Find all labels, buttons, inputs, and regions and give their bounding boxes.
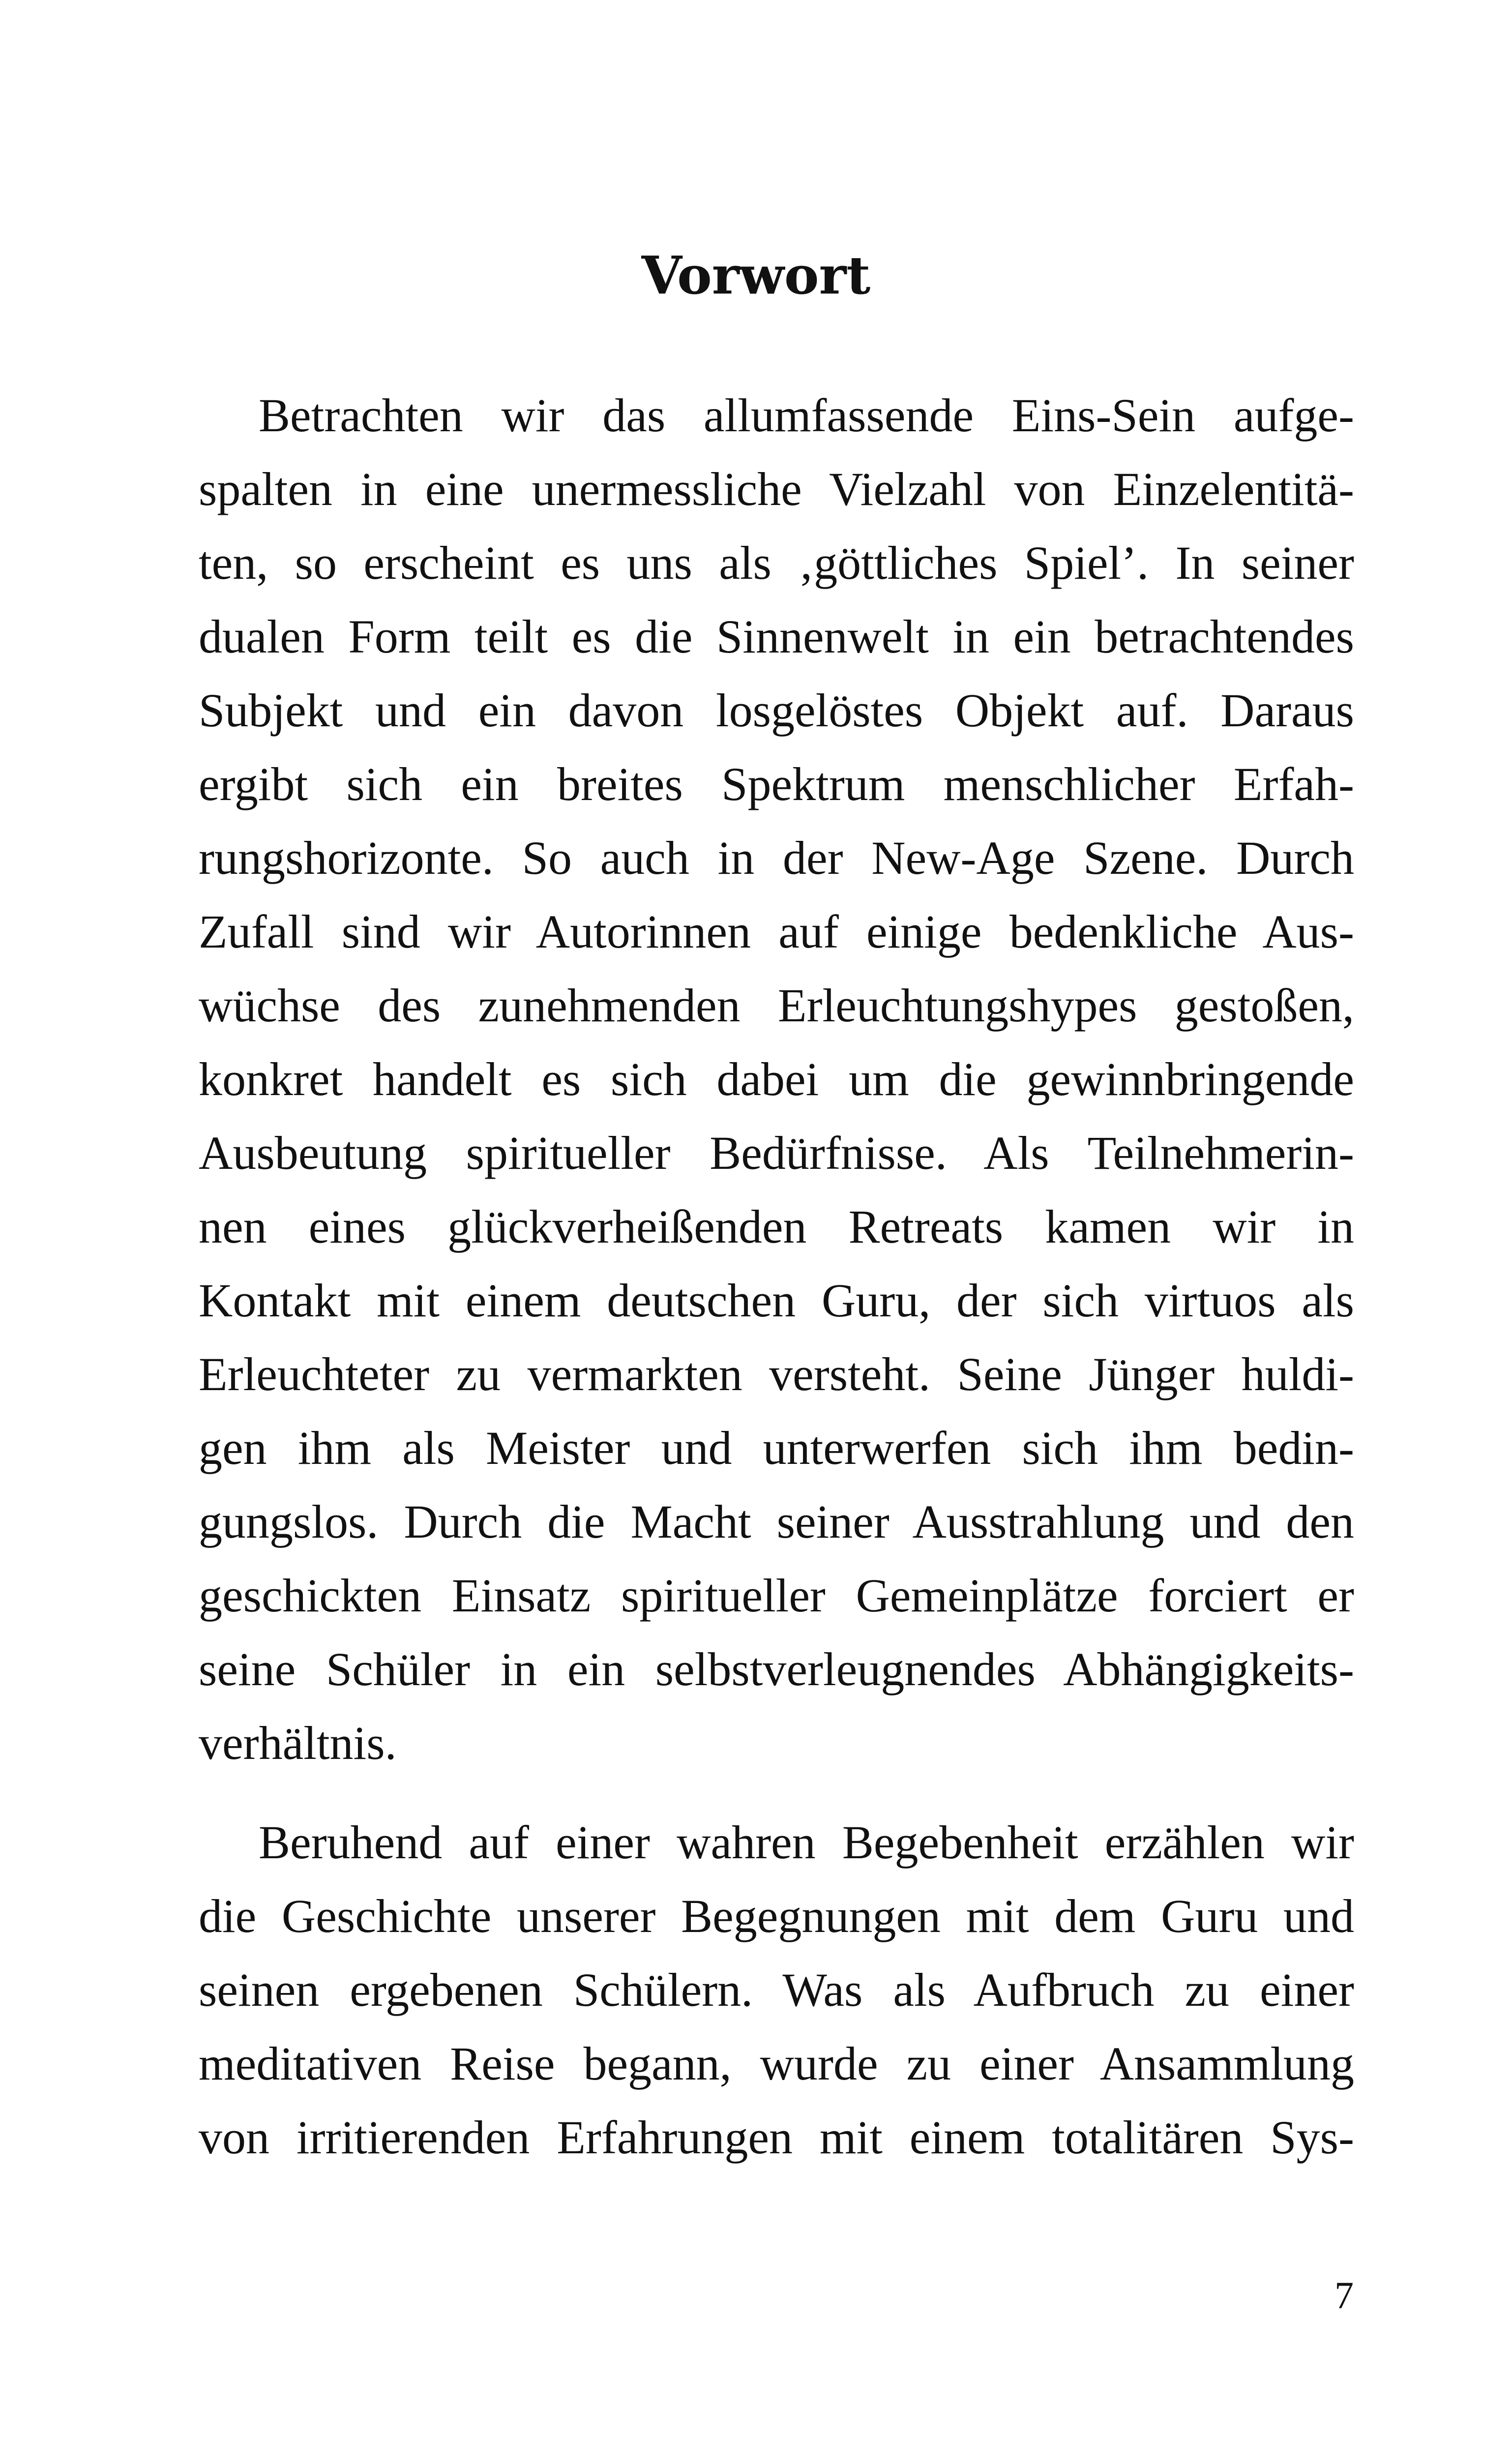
text-line: konkret handelt es sich dabei um die gewinnbringende: [199, 1053, 1354, 1105]
paragraph-1: [199, 379, 1354, 1780]
text-line: seine Schüler in ein selbstverleugnendes Abhängigkeits-: [199, 1643, 1354, 1695]
text-line: meditativen Reise begann, wurde zu einer Ansammlung: [199, 2037, 1354, 2090]
page-number: 7: [1334, 2274, 1354, 2317]
text-line: Beruhend auf einer wahren Begebenheit erzählen wir: [259, 1816, 1354, 1869]
text-line: Betrachten wir das allumfassende Eins-Sein aufge-: [259, 389, 1354, 442]
text-line: rungshorizonte. So auch in der New-Age Szene. Durch: [199, 832, 1354, 884]
text-line: ergibt sich ein breites Spektrum menschlicher Erfah-: [199, 758, 1354, 810]
text-line: ten, so erscheint es uns als ‚göttliches Spiel’. In seiner: [199, 536, 1354, 589]
text-line: von irritierenden Erfahrungen mit einem totalitären Sys-: [199, 2111, 1354, 2164]
text-line: Erleuchteter zu vermarkten versteht. Seine Jünger huldi-: [199, 1348, 1354, 1400]
text-line: Zufall sind wir Autorinnen auf einige bedenkliche Aus-: [199, 905, 1354, 958]
text-line: spalten in eine unermessliche Vielzahl von Einzelentitä-: [199, 463, 1354, 515]
text-line: wüchse des zunehmenden Erleuchtungshypes gestoßen,: [199, 979, 1354, 1032]
text-line: die Geschichte unserer Begegnungen mit dem Guru und: [199, 1890, 1354, 1942]
text-line: seinen ergebenen Schülern. Was als Aufbruch zu einer: [199, 1963, 1354, 2016]
text-line: dualen Form teilt es die Sinnenwelt in ein betrachtendes: [199, 610, 1354, 663]
text-line: Ausbeutung spiritueller Bedürfnisse. Als Teilnehmerin-: [199, 1127, 1354, 1179]
paragraph-2: [199, 1806, 1354, 2174]
text-line: geschickten Einsatz spiritueller Gemeinplätze forciert er: [199, 1569, 1354, 1622]
text-line: Kontakt mit einem deutschen Guru, der sich virtuos als: [199, 1274, 1354, 1327]
page-title: Vorwort: [641, 244, 871, 306]
text-line: gen ihm als Meister und unterwerfen sich ihm bedin-: [199, 1422, 1354, 1474]
text-line: nen eines glückverheißenden Retreats kamen wir in: [199, 1200, 1354, 1253]
text-line: Subjekt und ein davon losgelöstes Objekt auf. Daraus: [199, 684, 1354, 737]
text-line: gungslos. Durch die Macht seiner Ausstrahlung und den: [199, 1495, 1354, 1548]
text-line: verhältnis.: [199, 1717, 397, 1769]
